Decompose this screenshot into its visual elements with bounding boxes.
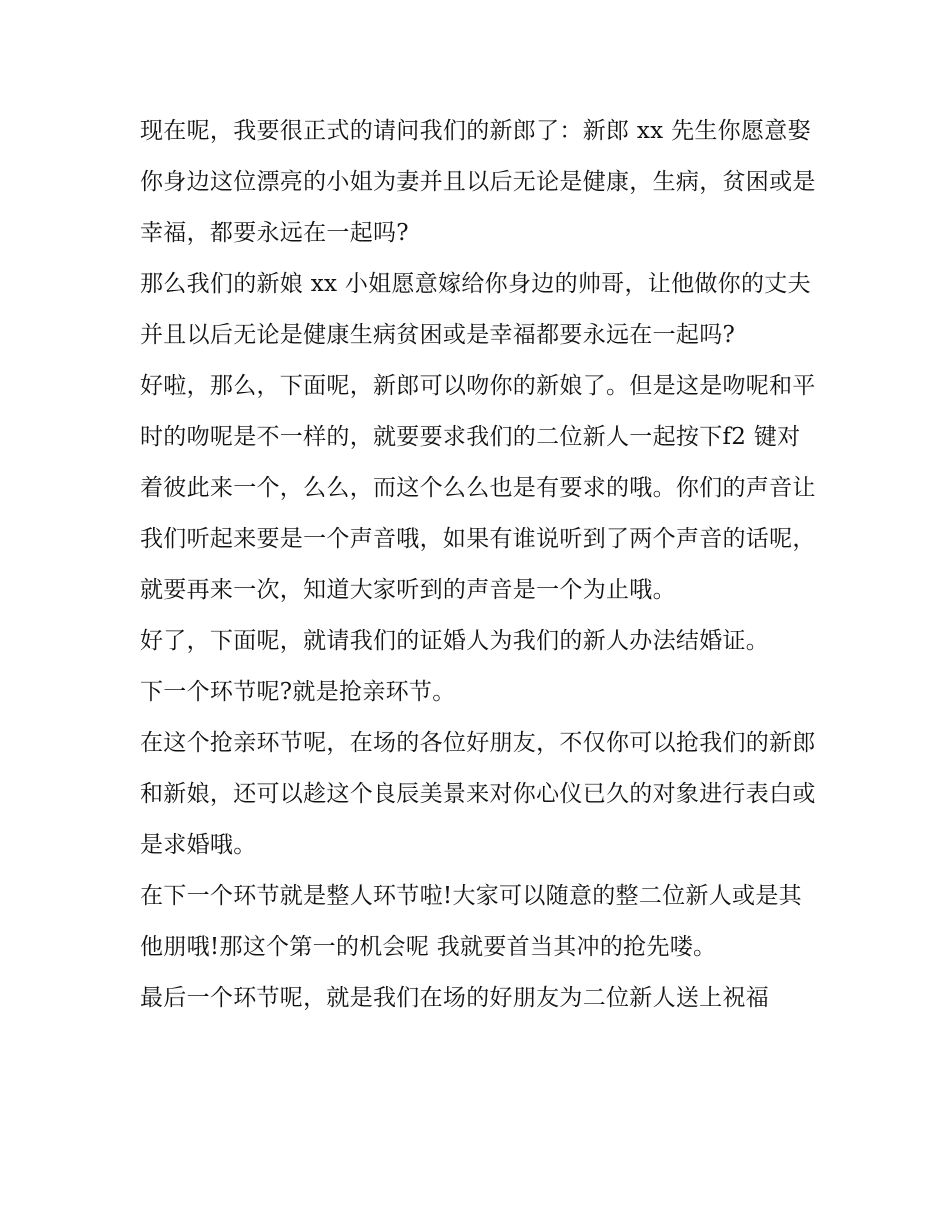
paragraph-grab-segment: 在这个抢亲环节呢，在场的各位好朋友，不仅你可以抢我们的新郎和新娘，还可以趁这个良辰美景来对你心仪已久的对象进行表白或是求婚哦。 [140,730,816,858]
paragraph-kiss: 好啦，那么，下面呢，新郎可以吻你的新娘了。但是这是吻呢和平时的吻呢是不一样的，就要要求我们的二位新人一起按下f2 键对着彼此来一个，么么，而这个么么也是有要求的哦。你们的声音让我们听起来要是一个声音哦，如果有谁说听到了两个声音的话呢，就要再来一次，知道大家听到的声音是一个为止哦。 [140,373,816,603]
paragraph-blessing-segment: 最后一个环节呢，就是我们在场的好朋友为二位新人送上祝福 [140,985,770,1011]
paragraph-next-segment: 下一个环节呢?就是抢亲环节。 [140,679,456,705]
document-body [140,106,820,1024]
paragraph-prank-segment: 在下一个环节就是整人环节啦!大家可以随意的整二位新人或是其他朋哦!那这个第一的机会呢 我就要首当其冲的抢先喽。 [140,883,802,960]
paragraph-groom-vow: 现在呢，我要很正式的请问我们的新郎了：新郎 xx 先生你愿意娶你身边这位漂亮的小姐为妻并且以后无论是健康，生病，贫困或是幸福，都要永远在一起吗? [140,118,816,246]
paragraph-bride-vow: 那么我们的新娘 xx 小姐愿意嫁给你身边的帅哥，让他做你的丈夫并且以后无论是健康生病贫困或是幸福都要永远在一起吗? [140,271,811,348]
paragraph-certificate: 好了，下面呢，就请我们的证婚人为我们的新人办法结婚证。 [140,628,770,654]
